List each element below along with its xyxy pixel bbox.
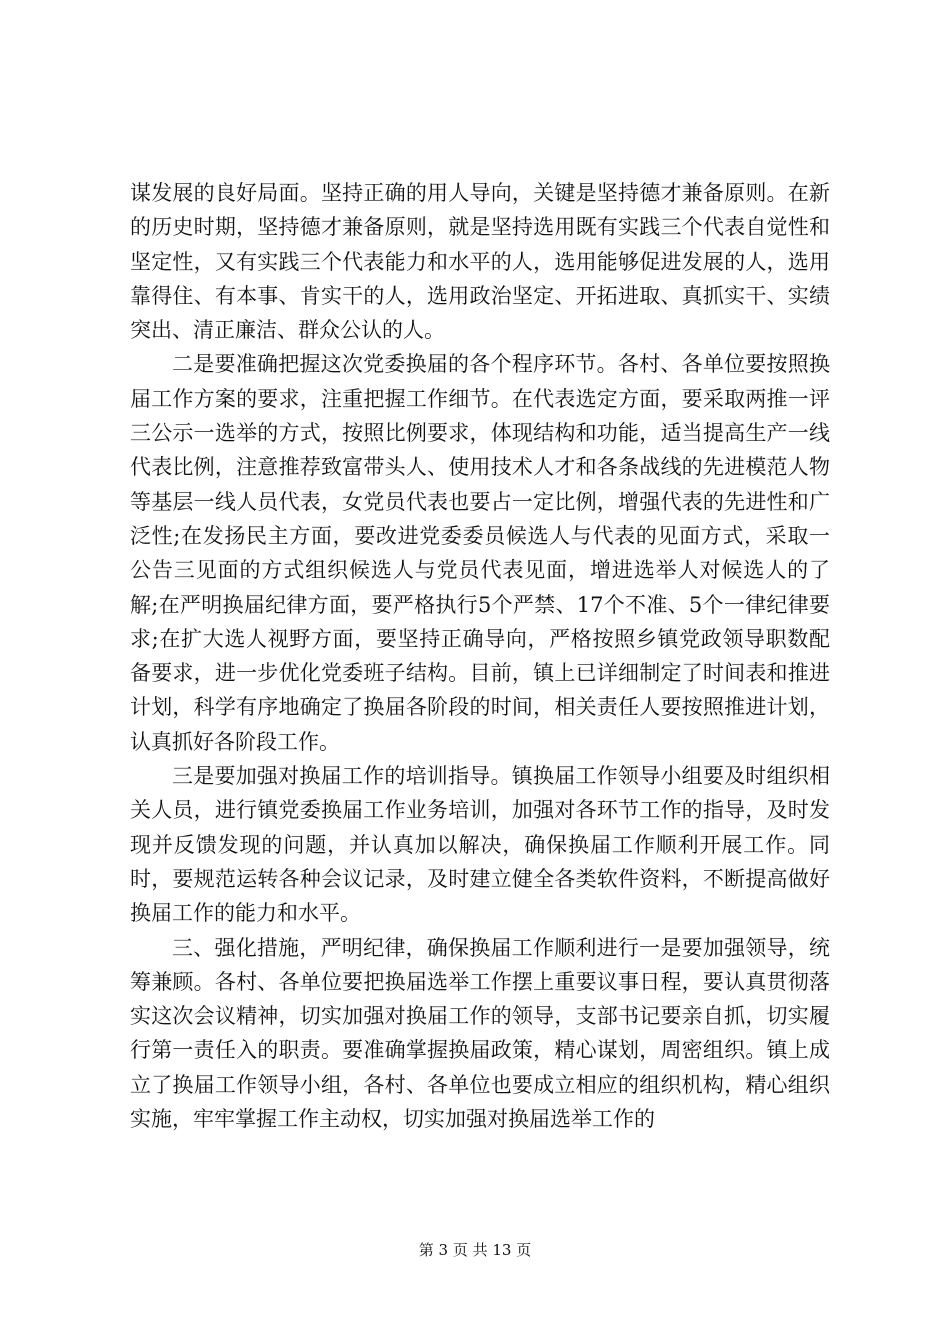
document-body (130, 176, 830, 1136)
page-footer (0, 1240, 950, 1260)
paragraph-3: 三是要加强对换届工作的培训指导。镇换届工作领导小组要及时组织相关人员，进行镇党委换届工作业务培训，加强对各环节工作的指导，及时发现并反馈发现的问题，并认真加以解决，确保换届工作顺利开展工作。同时，要规范运转各种会议记录，及时建立健全各类软件资料，不断提高做好换届工作的能力和水平。 (130, 764, 830, 926)
paragraph-1: 谋发展的良好局面。坚持正确的用人导向，关键是坚持德才兼备原则。在新的历史时期，坚持德才兼备原则，就是坚持选用既有实践三个代表自觉性和坚定性，又有实践三个代表能力和水平的人，选用能够促进发展的人，选用靠得住、有本事、肯实干的人，选用政治坚定、开拓进取、真抓实干、实绩突出、清正廉洁、群众公认的人。 (130, 181, 830, 343)
paragraph-4: 三、强化措施，严明纪律，确保换届工作顺利进行一是要加强领导，统筹兼顾。各村、各单位要把换届选举工作摆上重要议事日程，要认真贯彻落实这次会议精神，切实加强对换届工作的领导，支部书记要亲自抓，切实履行第一责任入的职责。要准确掌握换届政策，精心谋划，周密组织。镇上成立了换届工作领导小组，各村、各单位也要成立相应的组织机构，精心组织实施，牢牢掌握工作主动权，切实加强对换届选举工作的 (130, 935, 830, 1132)
paragraph-2: 二是要准确把握这次党委换届的各个程序环节。各村、各单位要按照换届工作方案的要求，注重把握工作细节。在代表选定方面，要采取两推一评三公示一选举的方式，按照比例要求，体现结构和功能，适当提高生产一线代表比例，注意推荐致富带头人、使用技术人才和各条战线的先进模范人物等基层一线人员代表，女党员代表也要占一定比例，增强代表的先进性和广泛性;在发扬民主方面，要改进党委委员候选人与代表的见面方式，采取一公告三见面的方式组织候选人与党员代表见面，增进选举人对候选人的了解;在严明换届纪律方面，要严格执行5个严禁、17个不准、5个一律纪律要求;在扩大选人视野方面，要坚持正确导向，严格按照乡镇党政领导职数配备要求，进一步优化党委班子结构。目前，镇上已详细制定了时间表和推进计划，科学有序地确定了换届各阶段的时间，相关责任人要按照推进计划，认真抓好各阶段工作。 (130, 352, 830, 754)
page-number-label: 第 3 页 共 13 页 (418, 1241, 532, 1259)
